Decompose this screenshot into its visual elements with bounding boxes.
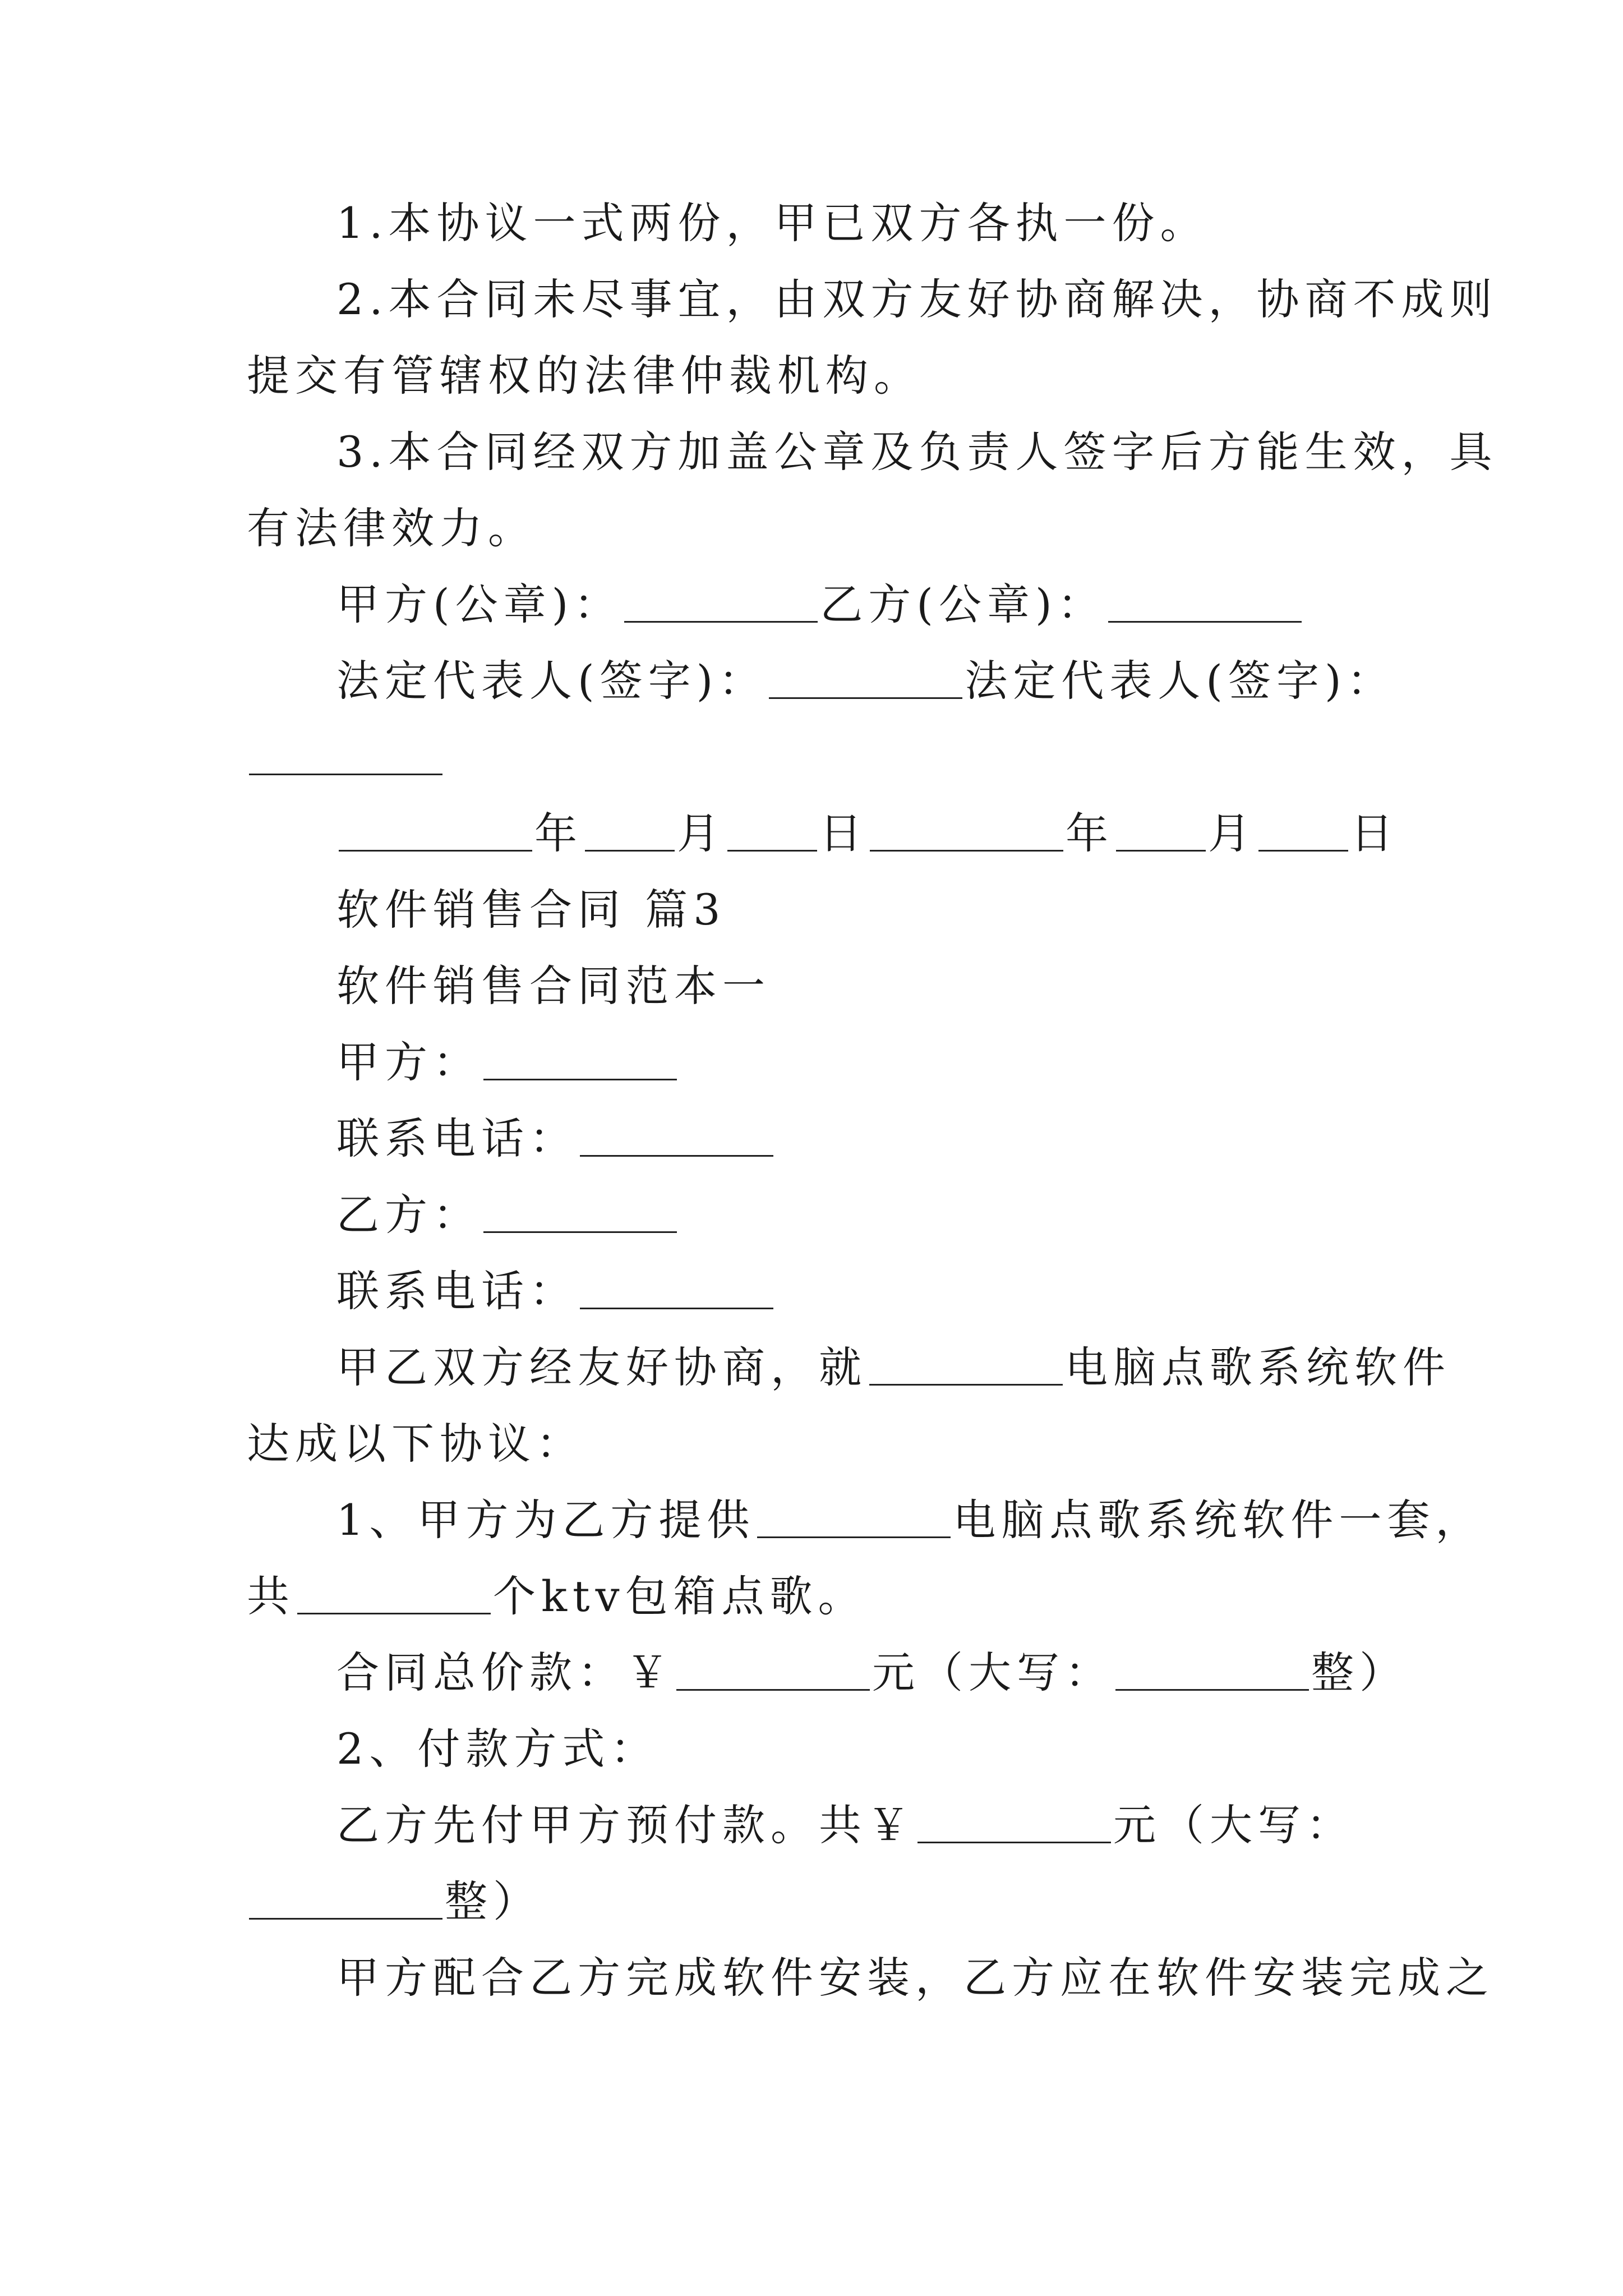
clause1-line-1: 1、甲方为乙方提供 电脑点歌系统软件一套， [336,1495,1484,1545]
last-line: 甲方配合乙方完成软件安装，乙方应在软件安装完成之 [336,1953,1494,2003]
month-blank-b [1116,850,1206,852]
day-blank-a [727,850,817,852]
paragraph-line-5: 有法律效力。 [247,503,536,553]
template-title: 软件销售合同范本一 [336,961,771,1011]
party-a-line: 甲方： [247,1024,1391,1101]
total-price-line: 合同总价款：￥ 元（大写： 整） [336,1648,1408,1697]
intro-line-2: 达成以下协议： [247,1419,584,1469]
clause1-line-2: 共 个ktv包箱点歌。 [247,1571,866,1621]
seal-line [247,567,1391,643]
total-amount-words-blank [1115,1689,1309,1691]
party-b-rep-label: 法定代表人(签字)： [965,656,1395,706]
document-body [247,185,1498,2016]
paragraph-line-2: 2.本合同未尽事宜，由双方友好协商解决，协商不成则 [336,274,1498,324]
room-count-blank [297,1613,491,1614]
total-amount-blank [676,1689,870,1691]
date-line: 年 月 日 年 月 日 [247,795,1391,872]
representative-blank-line [247,719,1391,795]
phone-line-b: 联系电话： [247,1253,1391,1329]
party-a-rep-blank [769,697,962,699]
party-b-seal-label: 乙方(公章)： [820,579,1106,629]
prepay-line-2: 整） [247,1864,1391,1940]
prepay-words-blank [249,1918,442,1920]
month-blank-a [585,850,675,852]
clause2-title: 2、付款方式： [336,1724,659,1774]
party-a-blank [483,1079,677,1080]
representative-line [247,643,1395,719]
prepay-line-1: 乙方先付甲方预付款。共￥ 元（大写： [336,1800,1354,1850]
prepay-amount-blank [917,1842,1111,1843]
phone-b-blank [580,1308,773,1309]
software-name-blank [869,1384,1063,1386]
party-b-blank [483,1231,677,1233]
phone-line-a: 联系电话： [247,1101,1391,1177]
year-blank-a [339,850,532,852]
intro-line-1: 甲乙双方经友好协商，就 电脑点歌系统软件 [336,1342,1451,1392]
clause1-software-blank [757,1536,951,1538]
party-b-line: 乙方： [247,1177,1391,1253]
section-title: 软件销售合同 篇3 [336,885,726,935]
party-a-seal-blank [624,621,818,623]
party-a-rep-label: 法定代表人(签字)： [336,656,767,706]
party-a-seal-label: 甲方(公章)： [336,579,623,629]
paragraph-line-3: 提交有管辖权的法律仲裁机构。 [247,351,922,401]
party-b-rep-blank [249,774,442,775]
year-blank-b [870,850,1063,852]
day-blank-b [1258,850,1348,852]
paragraph-line-1: 1.本协议一式两份，甲已双方各执一份。 [336,198,1209,248]
paragraph-line-4: 3.本合同经双方加盖公章及负责人签字后方能生效，具 [336,427,1498,477]
party-b-seal-blank [1108,621,1302,623]
phone-a-blank [580,1155,773,1157]
